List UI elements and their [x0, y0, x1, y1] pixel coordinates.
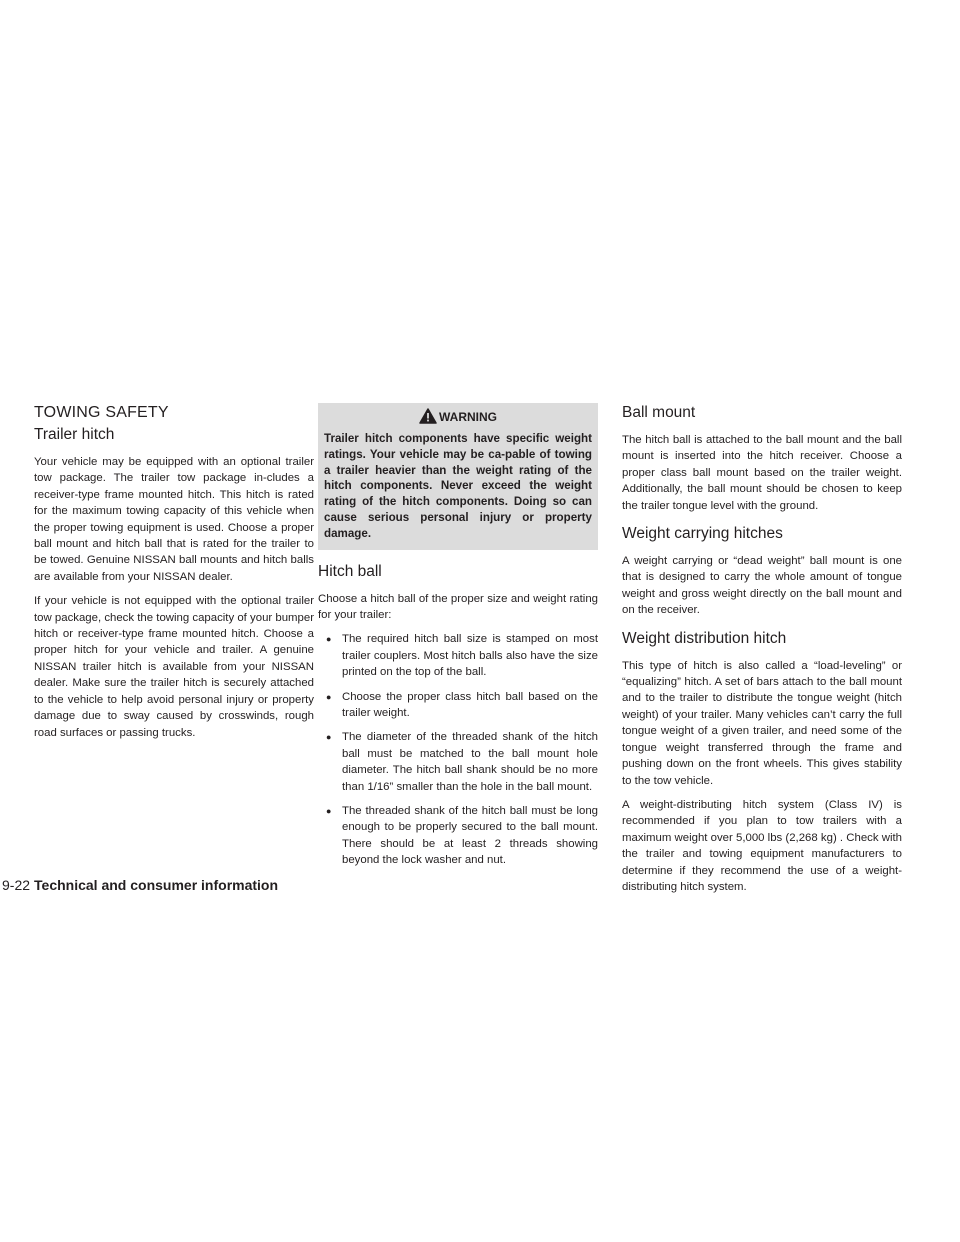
warning-label: WARNING — [439, 410, 497, 424]
chapter-title: Technical and consumer information — [34, 877, 279, 893]
hitch-ball-list — [318, 631, 598, 868]
list-item-text: Choose the proper class hitch ball based on the trailer weight. — [342, 690, 598, 720]
bullet-icon: ● — [326, 634, 332, 645]
bullet-icon: ● — [326, 806, 332, 817]
heading-trailer-hitch: Trailer hitch — [34, 426, 115, 443]
page-number: 9-22 — [2, 877, 31, 893]
list-item — [326, 631, 598, 680]
list-item — [326, 729, 598, 795]
warning-triangle-icon — [419, 408, 437, 427]
paragraph-hitch-ball-intro: Choose a hitch ball of the proper size and weight rating for your trailer: — [318, 592, 598, 621]
bullet-icon: ● — [326, 691, 332, 702]
list-item-text: The required hitch ball size is stamped on most trailer couplers. Most hitch balls also have the size printed on the top of the ball. — [342, 633, 598, 679]
bullet-icon: ● — [326, 732, 332, 743]
column-right — [622, 403, 902, 903]
page-footer — [2, 877, 278, 893]
column-middle — [318, 403, 598, 877]
paragraph-weight-distribution-1: This type of hitch is also called a “load-leveling” or “equalizing” hitch. A set of bars attach to the ball mount and to the trailer to distribute the tongue weight (hitch weight) of your trailer. Many vehicles can’t carry the full tongue weight of a given trailer, and need some of the tongue weight transferred through the frame and pushing down on the front wheels. This gives stability to the tow vehicle. — [622, 659, 902, 787]
warning-box — [318, 403, 598, 550]
paragraph-trailer-hitch-1: Your vehicle may be equipped with an optional trailer tow package. The trailer tow package in-cludes a receiver-type frame mounted hitch. This hitch is rated for the maximum towing capacity of this vehicle when the proper towing equipment is used. Choose a proper ball mount and hitch ball that is rated for the trailer to be towed. Genuine NISSAN ball mounts and hitch balls are available from your NISSAN dealer. — [34, 456, 314, 583]
column-left — [34, 403, 314, 749]
list-item — [326, 689, 598, 722]
heading-weight-carrying: Weight carrying hitches — [622, 525, 783, 543]
paragraph-ball-mount: The hitch ball is attached to the ball mount and the ball mount is inserted into the hitch receiver. Choose a proper class ball mount based on the trailer weight. Additionally, the ball mount should be chosen to keep the trailer tongue level with the ground. — [622, 434, 902, 512]
section-title: TOWING SAFETY — [34, 404, 169, 421]
warning-text: Trailer hitch components have specific weight ratings. Your vehicle may be ca-pable of towing a trailer heavier than the weight rating of the hitch components. Never exceed the weight rating of the hitch components. Doing so can cause serious personal injury or property damage. — [324, 432, 592, 540]
list-item-text: The threaded shank of the hitch ball must be long enough to be properly secured to the ball mount. There should be at least 2 threads showing beyond the lock washer and nut. — [342, 805, 598, 867]
list-item-text: The diameter of the threaded shank of the hitch ball must be matched to the ball mount hole diameter. The hitch ball shank should be no more than 1/16” smaller than the hole in the ball mount. — [342, 731, 598, 793]
paragraph-weight-distribution-2: A weight-distributing hitch system (Class IV) is recommended if you plan to tow trailers with a maximum weight over 5,000 lbs (2,268 kg) . Check with the trailer and towing equipment manufacturers to determine if they recommend the use of a weight-distributing hitch system. — [622, 798, 902, 893]
heading-weight-distribution: Weight distribution hitch — [622, 629, 787, 647]
heading-hitch-ball: Hitch ball — [318, 562, 382, 580]
paragraph-weight-carrying: A weight carrying or “dead weight” ball mount is one that is designed to carry the whole amount of tongue weight and gross weight directly on the ball mount and on the receiver. — [622, 555, 902, 617]
paragraph-trailer-hitch-2: If your vehicle is not equipped with the optional trailer tow package, check the towing capacity of your bumper hitch or receiver-type frame mounted hitch. Choose a proper hitch for your vehicle and trailer. A genuine NISSAN trailer hitch is available from your NISSAN dealer. Make sure the trailer hitch is securely attached to the vehicle to help avoid personal injury or property damage due to sway caused by crosswinds, rough road surfaces or passing trucks. — [34, 595, 314, 739]
warning-header — [324, 403, 592, 431]
list-item — [326, 803, 598, 869]
heading-ball-mount: Ball mount — [622, 404, 696, 421]
